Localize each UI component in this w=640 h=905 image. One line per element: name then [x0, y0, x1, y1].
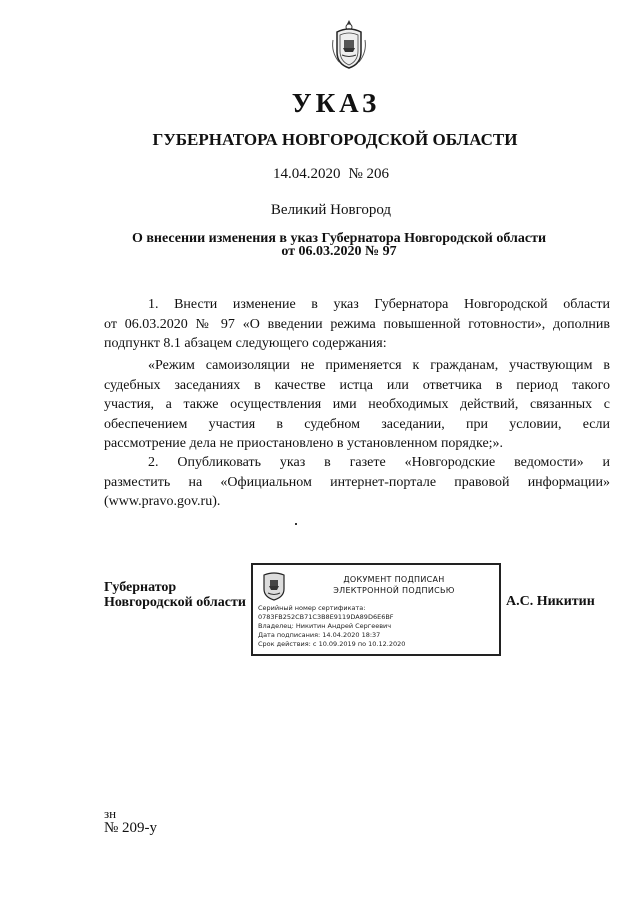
subject-line-2: от 06.03.2020 № 97: [281, 244, 397, 259]
paragraph-line: рассмотрение дела не приостановлено в установленном порядке;».: [104, 436, 504, 451]
paragraph-1: [104, 295, 610, 354]
paragraph-line: (www.pravo.gov.ru).: [104, 494, 221, 509]
footer-registration: [104, 806, 157, 836]
subject-line-1: О внесении изменения в указ Губернатора Новгородской области: [131, 231, 547, 246]
paragraph-line: разместить на «Официальном интернет-портале правовой информации»: [104, 474, 610, 490]
paragraph-line: судебных заседаниях в качестве истца или ответчика в период такого: [104, 377, 610, 393]
stamp-owner: Владелец: Никитин Андрей Сергеевич: [258, 622, 392, 630]
footer-reg-number: № 209-у: [104, 820, 158, 836]
stamp-serial-label: Серийный номер сертификата:: [258, 604, 366, 612]
paragraph-line: «Режим самоизоляции не применяется к гражданам, участвующим в: [148, 358, 610, 373]
signatory-position: [104, 580, 246, 610]
coat-of-arms-emblem: [329, 18, 369, 70]
document-date: 14.04.2020: [272, 166, 341, 182]
document-city: Великий Новгород: [270, 202, 392, 218]
stamp-emblem-icon: [259, 571, 289, 601]
stamp-sign-date: Дата подписания: 14.04.2020 18:37: [258, 631, 381, 639]
document-number: № 206: [348, 166, 390, 182]
paragraph-line: 2. Опубликовать указ в газете «Новгородские ведомости» и: [148, 455, 610, 470]
paragraph-2: [104, 356, 610, 454]
document-date-number: [0, 166, 640, 183]
footer-initials: зн: [104, 806, 117, 821]
stamp-heading-2: ЭЛЕКТРОННОЙ ПОДПИСЬЮ: [333, 586, 455, 595]
stray-dot: [295, 523, 297, 525]
document-subject: [0, 232, 640, 258]
signatory-name: А.С. Никитин: [506, 594, 595, 609]
paragraph-line: от 06.03.2020 № 97 «О введении режима повышенной готовности», дополнив: [104, 316, 610, 332]
stamp-serial-number: 0783FB252CB71C3B8E9119DA89D6E6BF: [258, 613, 394, 621]
paragraph-3: [104, 453, 610, 512]
stamp-heading-1: ДОКУМЕНТ ПОДПИСАН: [343, 575, 445, 584]
paragraph-line: участия, а также осуществления ими необходимых действий, связанных с: [104, 397, 610, 412]
electronic-signature-stamp: [251, 563, 501, 656]
document-issuer: ГУБЕРНАТОРА НОВГОРОДСКОЙ ОБЛАСТИ: [152, 130, 518, 149]
position-line-2: Новгородской области: [104, 595, 246, 610]
paragraph-line: подпункт 8.1 абзацем следующего содержания:: [104, 336, 387, 351]
stamp-validity: Срок действия: с 10.09.2019 по 10.12.2020: [258, 640, 406, 648]
document-title: УКАЗ: [291, 88, 381, 118]
paragraph-line: 1. Внести изменение в указ Губернатора Новгородской области: [148, 297, 610, 312]
paragraph-line: обеспечением участия в судебном заседании, при условии, если: [104, 416, 610, 432]
position-line-1: Губернатор: [104, 580, 177, 595]
